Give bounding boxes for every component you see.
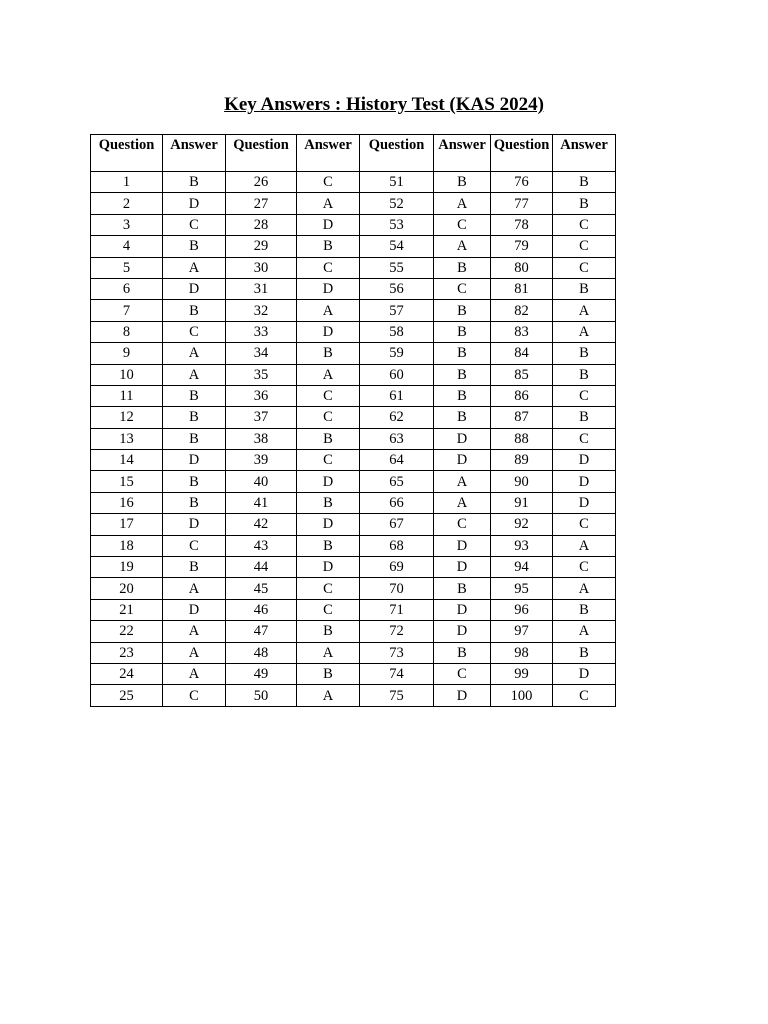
answer-cell: B <box>163 557 226 578</box>
answer-cell: A <box>163 578 226 599</box>
answer-cell: A <box>163 364 226 385</box>
question-number-cell: 42 <box>226 514 297 535</box>
answer-cell: C <box>297 172 360 193</box>
question-number-cell: 21 <box>91 599 163 620</box>
table-row <box>91 385 616 406</box>
answer-cell: C <box>163 535 226 556</box>
question-number-cell: 9 <box>91 343 163 364</box>
table-row <box>91 663 616 684</box>
answer-cell: D <box>297 278 360 299</box>
question-number-cell: 97 <box>491 621 553 642</box>
table-row <box>91 214 616 235</box>
answer-cell: C <box>163 214 226 235</box>
question-number-cell: 27 <box>226 193 297 214</box>
question-number-cell: 73 <box>360 642 434 663</box>
question-number-cell: 57 <box>360 300 434 321</box>
answer-cell: D <box>553 471 616 492</box>
answer-cell: B <box>434 300 491 321</box>
answer-cell: B <box>434 642 491 663</box>
answer-cell: C <box>163 321 226 342</box>
table-row <box>91 557 616 578</box>
question-number-cell: 48 <box>226 642 297 663</box>
question-number-cell: 12 <box>91 407 163 428</box>
answer-cell: A <box>553 535 616 556</box>
answer-cell: D <box>434 450 491 471</box>
question-number-cell: 46 <box>226 599 297 620</box>
question-number-cell: 50 <box>226 685 297 706</box>
question-number-cell: 95 <box>491 578 553 599</box>
table-row <box>91 407 616 428</box>
answer-cell: C <box>297 578 360 599</box>
question-number-cell: 11 <box>91 385 163 406</box>
answer-cell: D <box>163 278 226 299</box>
question-number-cell: 59 <box>360 343 434 364</box>
answer-cell: D <box>434 685 491 706</box>
answer-cell: C <box>163 685 226 706</box>
question-number-cell: 81 <box>491 278 553 299</box>
question-number-cell: 93 <box>491 535 553 556</box>
question-number-cell: 32 <box>226 300 297 321</box>
answer-cell: B <box>553 599 616 620</box>
answer-cell: D <box>163 599 226 620</box>
answer-cell: A <box>434 492 491 513</box>
answer-cell: A <box>297 364 360 385</box>
question-number-cell: 96 <box>491 599 553 620</box>
question-number-cell: 64 <box>360 450 434 471</box>
answer-cell: D <box>434 599 491 620</box>
question-number-cell: 14 <box>91 450 163 471</box>
question-number-cell: 43 <box>226 535 297 556</box>
answer-cell: D <box>553 450 616 471</box>
question-number-cell: 90 <box>491 471 553 492</box>
table-row <box>91 172 616 193</box>
answer-cell: D <box>434 535 491 556</box>
question-number-cell: 71 <box>360 599 434 620</box>
question-number-cell: 33 <box>226 321 297 342</box>
table-row <box>91 599 616 620</box>
answer-cell: B <box>553 193 616 214</box>
answer-cell: D <box>297 557 360 578</box>
question-number-cell: 49 <box>226 663 297 684</box>
table-row <box>91 364 616 385</box>
answer-cell: B <box>163 492 226 513</box>
table-row <box>91 642 616 663</box>
question-number-cell: 54 <box>360 236 434 257</box>
question-number-cell: 92 <box>491 514 553 535</box>
answer-cell: B <box>163 428 226 449</box>
question-number-cell: 75 <box>360 685 434 706</box>
question-number-cell: 30 <box>226 257 297 278</box>
question-number-cell: 7 <box>91 300 163 321</box>
question-number-cell: 74 <box>360 663 434 684</box>
table-row <box>91 535 616 556</box>
answer-cell: D <box>434 621 491 642</box>
question-number-cell: 47 <box>226 621 297 642</box>
column-header-question: Question <box>91 135 163 172</box>
answer-cell: B <box>434 407 491 428</box>
question-number-cell: 36 <box>226 385 297 406</box>
answer-cell: B <box>297 535 360 556</box>
question-number-cell: 69 <box>360 557 434 578</box>
answer-cell: B <box>553 642 616 663</box>
answer-cell: C <box>553 257 616 278</box>
table-header-row <box>91 135 616 172</box>
column-header-answer: Answer <box>434 135 491 172</box>
answer-cell: D <box>434 557 491 578</box>
question-number-cell: 76 <box>491 172 553 193</box>
answer-cell: A <box>163 343 226 364</box>
question-number-cell: 56 <box>360 278 434 299</box>
answer-cell: C <box>297 407 360 428</box>
answer-cell: A <box>297 642 360 663</box>
answer-cell: B <box>553 343 616 364</box>
question-number-cell: 72 <box>360 621 434 642</box>
table-body <box>91 172 616 707</box>
answer-cell: A <box>434 193 491 214</box>
question-number-cell: 34 <box>226 343 297 364</box>
question-number-cell: 19 <box>91 557 163 578</box>
question-number-cell: 77 <box>491 193 553 214</box>
answer-cell: B <box>434 257 491 278</box>
column-header-answer: Answer <box>553 135 616 172</box>
table-row <box>91 428 616 449</box>
answer-cell: D <box>297 214 360 235</box>
table-row <box>91 514 616 535</box>
answer-cell: C <box>553 236 616 257</box>
question-number-cell: 100 <box>491 685 553 706</box>
answer-cell: D <box>163 193 226 214</box>
question-number-cell: 62 <box>360 407 434 428</box>
answer-cell: C <box>553 385 616 406</box>
answer-cell: C <box>297 257 360 278</box>
answer-cell: B <box>297 343 360 364</box>
answer-cell: D <box>434 428 491 449</box>
table-row <box>91 236 616 257</box>
table-row <box>91 471 616 492</box>
question-number-cell: 68 <box>360 535 434 556</box>
question-number-cell: 61 <box>360 385 434 406</box>
answer-cell: B <box>297 621 360 642</box>
answer-cell: B <box>434 578 491 599</box>
answer-cell: B <box>553 172 616 193</box>
question-number-cell: 63 <box>360 428 434 449</box>
answer-cell: C <box>553 514 616 535</box>
question-number-cell: 91 <box>491 492 553 513</box>
table-row <box>91 321 616 342</box>
question-number-cell: 8 <box>91 321 163 342</box>
answer-cell: D <box>553 663 616 684</box>
answer-cell: B <box>434 172 491 193</box>
answer-cell: C <box>553 557 616 578</box>
question-number-cell: 1 <box>91 172 163 193</box>
question-number-cell: 94 <box>491 557 553 578</box>
question-number-cell: 60 <box>360 364 434 385</box>
answer-key-table <box>90 134 616 707</box>
answer-cell: C <box>553 428 616 449</box>
answer-cell: B <box>434 321 491 342</box>
answer-cell: A <box>434 471 491 492</box>
column-header-question: Question <box>360 135 434 172</box>
question-number-cell: 45 <box>226 578 297 599</box>
question-number-cell: 24 <box>91 663 163 684</box>
answer-cell: A <box>553 578 616 599</box>
question-number-cell: 3 <box>91 214 163 235</box>
answer-cell: C <box>553 214 616 235</box>
question-number-cell: 79 <box>491 236 553 257</box>
question-number-cell: 98 <box>491 642 553 663</box>
question-number-cell: 44 <box>226 557 297 578</box>
answer-cell: B <box>297 663 360 684</box>
answer-cell: A <box>163 663 226 684</box>
answer-cell: A <box>163 621 226 642</box>
question-number-cell: 25 <box>91 685 163 706</box>
answer-cell: A <box>163 642 226 663</box>
table-row <box>91 450 616 471</box>
question-number-cell: 40 <box>226 471 297 492</box>
question-number-cell: 26 <box>226 172 297 193</box>
question-number-cell: 41 <box>226 492 297 513</box>
question-number-cell: 6 <box>91 278 163 299</box>
answer-cell: A <box>297 193 360 214</box>
question-number-cell: 23 <box>91 642 163 663</box>
question-number-cell: 58 <box>360 321 434 342</box>
document-title: Key Answers : History Test (KAS 2024) <box>224 94 544 115</box>
answer-cell: B <box>553 407 616 428</box>
column-header-question: Question <box>226 135 297 172</box>
question-number-cell: 78 <box>491 214 553 235</box>
answer-cell: A <box>553 321 616 342</box>
question-number-cell: 39 <box>226 450 297 471</box>
answer-cell: C <box>297 385 360 406</box>
question-number-cell: 89 <box>491 450 553 471</box>
answer-cell: B <box>434 385 491 406</box>
table-row <box>91 300 616 321</box>
question-number-cell: 80 <box>491 257 553 278</box>
answer-cell: A <box>297 685 360 706</box>
answer-cell: B <box>163 385 226 406</box>
table-row <box>91 278 616 299</box>
table-row <box>91 685 616 706</box>
answer-cell: B <box>434 364 491 385</box>
question-number-cell: 82 <box>491 300 553 321</box>
question-number-cell: 28 <box>226 214 297 235</box>
answer-cell: A <box>163 257 226 278</box>
question-number-cell: 35 <box>226 364 297 385</box>
answer-cell: C <box>553 685 616 706</box>
question-number-cell: 51 <box>360 172 434 193</box>
answer-cell: B <box>163 471 226 492</box>
question-number-cell: 87 <box>491 407 553 428</box>
question-number-cell: 67 <box>360 514 434 535</box>
question-number-cell: 15 <box>91 471 163 492</box>
table-row <box>91 193 616 214</box>
column-header-answer: Answer <box>163 135 226 172</box>
answer-cell: C <box>434 278 491 299</box>
answer-cell: A <box>297 300 360 321</box>
question-number-cell: 52 <box>360 193 434 214</box>
answer-cell: B <box>297 492 360 513</box>
table-row <box>91 343 616 364</box>
question-number-cell: 65 <box>360 471 434 492</box>
answer-cell: A <box>434 236 491 257</box>
answer-cell: B <box>553 364 616 385</box>
question-number-cell: 18 <box>91 535 163 556</box>
question-number-cell: 84 <box>491 343 553 364</box>
answer-cell: B <box>163 300 226 321</box>
answer-cell: D <box>297 514 360 535</box>
answer-cell: B <box>163 407 226 428</box>
answer-cell: C <box>297 599 360 620</box>
question-number-cell: 10 <box>91 364 163 385</box>
question-number-cell: 31 <box>226 278 297 299</box>
question-number-cell: 83 <box>491 321 553 342</box>
answer-cell: C <box>434 514 491 535</box>
answer-cell: B <box>163 172 226 193</box>
answer-cell: D <box>163 450 226 471</box>
answer-cell: B <box>553 278 616 299</box>
question-number-cell: 37 <box>226 407 297 428</box>
answer-cell: B <box>297 428 360 449</box>
answer-cell: B <box>434 343 491 364</box>
question-number-cell: 13 <box>91 428 163 449</box>
question-number-cell: 16 <box>91 492 163 513</box>
question-number-cell: 53 <box>360 214 434 235</box>
question-number-cell: 86 <box>491 385 553 406</box>
question-number-cell: 66 <box>360 492 434 513</box>
question-number-cell: 70 <box>360 578 434 599</box>
question-number-cell: 20 <box>91 578 163 599</box>
question-number-cell: 55 <box>360 257 434 278</box>
question-number-cell: 5 <box>91 257 163 278</box>
answer-cell: A <box>553 300 616 321</box>
answer-cell: D <box>297 471 360 492</box>
answer-cell: C <box>434 214 491 235</box>
column-header-question: Question <box>491 135 553 172</box>
answer-cell: D <box>297 321 360 342</box>
question-number-cell: 17 <box>91 514 163 535</box>
answer-cell: B <box>163 236 226 257</box>
question-number-cell: 99 <box>491 663 553 684</box>
answer-cell: C <box>297 450 360 471</box>
answer-cell: D <box>163 514 226 535</box>
question-number-cell: 88 <box>491 428 553 449</box>
answer-cell: C <box>434 663 491 684</box>
table-row <box>91 492 616 513</box>
question-number-cell: 38 <box>226 428 297 449</box>
question-number-cell: 29 <box>226 236 297 257</box>
answer-cell: D <box>553 492 616 513</box>
table-row <box>91 578 616 599</box>
table-row <box>91 621 616 642</box>
answer-cell: A <box>553 621 616 642</box>
question-number-cell: 85 <box>491 364 553 385</box>
column-header-answer: Answer <box>297 135 360 172</box>
answer-cell: B <box>297 236 360 257</box>
question-number-cell: 4 <box>91 236 163 257</box>
question-number-cell: 22 <box>91 621 163 642</box>
question-number-cell: 2 <box>91 193 163 214</box>
table-row <box>91 257 616 278</box>
